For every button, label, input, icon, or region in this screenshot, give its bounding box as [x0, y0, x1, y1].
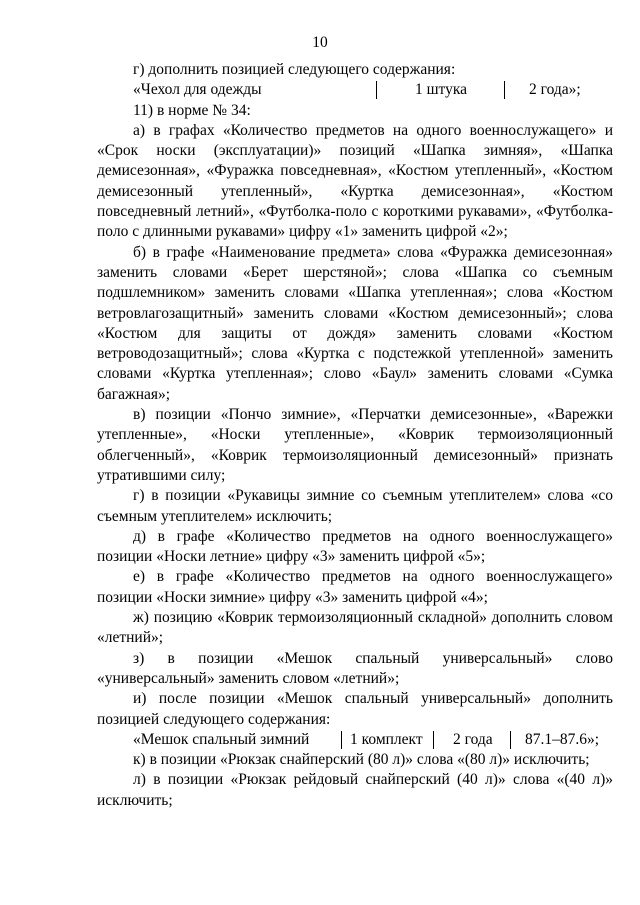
paragraph: г) дополнить позицией следующего содержания: — [133, 61, 456, 78]
paragraph: и) после позиции «Мешок спальный универсальный» дополнить позицией следующего содержания: — [97, 690, 613, 728]
column-separator — [341, 731, 342, 749]
page-number: 10 — [312, 34, 328, 51]
paragraph: в) позиции «Пончо зимние», «Перчатки демисезонные», «Варежки утепленные», «Носки утепленные», «Коврик термоизоляционный облегченный», «Коврик термоизоляционный демисезонный» признать утратившими силу; — [97, 406, 613, 484]
item-name: «Чехол для одежды — [133, 81, 262, 99]
paragraph: б) в графе «Наименование предмета» слова «Фуражка демисезонная» заменить словами «Берет шерстяной»; слова «Шапка со съемным подшлемником» заменить словами «Шапка утепленная»; слова «Костюм ветровлагозащитный» заменить словами «Костюм демисезонный»; слова «Костюм для защиты от дождя» заменить словами «Костюм ветроводозащитный»; слова «Куртка с подстежкой утепленной» заменить словами «Куртка утепленная»; слово «Баул» заменить словами «Сумка багажная»; — [97, 243, 613, 403]
paragraph: з) в позиции «Мешок спальный универсальный» слово «универсальный» заменить словом «летний»; — [97, 649, 613, 687]
paragraph: 11) в норме № 34: — [133, 101, 251, 119]
paragraph: к) в позиции «Рюкзак снайперский (80 л)» слова «(80 л)» исключить; — [133, 751, 590, 769]
item-name: «Мешок спальный зимний — [133, 730, 310, 748]
column-separator — [433, 731, 434, 749]
item-reference: 87.1–87.6»; — [525, 730, 600, 748]
item-term: 2 года — [453, 730, 493, 748]
paragraph: л) в позиции «Рюкзак рейдовый снайперский (40 л)» слова «(40 л)» исключить; — [97, 771, 613, 809]
paragraph: г) в позиции «Рукавицы зимние со съемным утеплителем» слова «со съемным утеплителем» исключить; — [97, 487, 613, 525]
paragraph: а) в графах «Количество предметов на одного военнослужащего» и «Срок носки (эксплуатации)» позиций «Шапка зимняя», «Шапка демисезонная», «Фуражка повседневная», «Костюм утепленный», «Костюм демисезонный утепленный», «Куртка демисезонная», «Костюм повседневный летний», «Футболка-поло с короткими рукавами», «Футболка-поло с длинными рукавами» цифру «1» заменить цифрой «2»; — [97, 121, 613, 241]
table-row-chehol — [97, 80, 613, 100]
column-separator — [504, 81, 505, 99]
column-separator — [376, 81, 377, 99]
paragraph: е) в графе «Количество предметов на одного военнослужащего» позиции «Носки зимние» цифру «3» заменить цифрой «4»; — [97, 568, 613, 606]
paragraph: д) в графе «Количество предметов на одного военнослужащего» позиции «Носки летние» цифру «3» заменить цифрой «5»; — [97, 527, 613, 566]
document-body — [97, 60, 613, 811]
column-separator — [510, 731, 511, 749]
paragraph: ж) позицию «Коврик термоизоляционный складной» дополнить словом «летний»; — [97, 609, 613, 647]
item-quantity: 1 штука — [415, 81, 468, 99]
item-quantity: 1 комплект — [350, 730, 423, 748]
table-row-meshok — [97, 730, 613, 750]
item-term: 2 года»; — [529, 81, 581, 99]
